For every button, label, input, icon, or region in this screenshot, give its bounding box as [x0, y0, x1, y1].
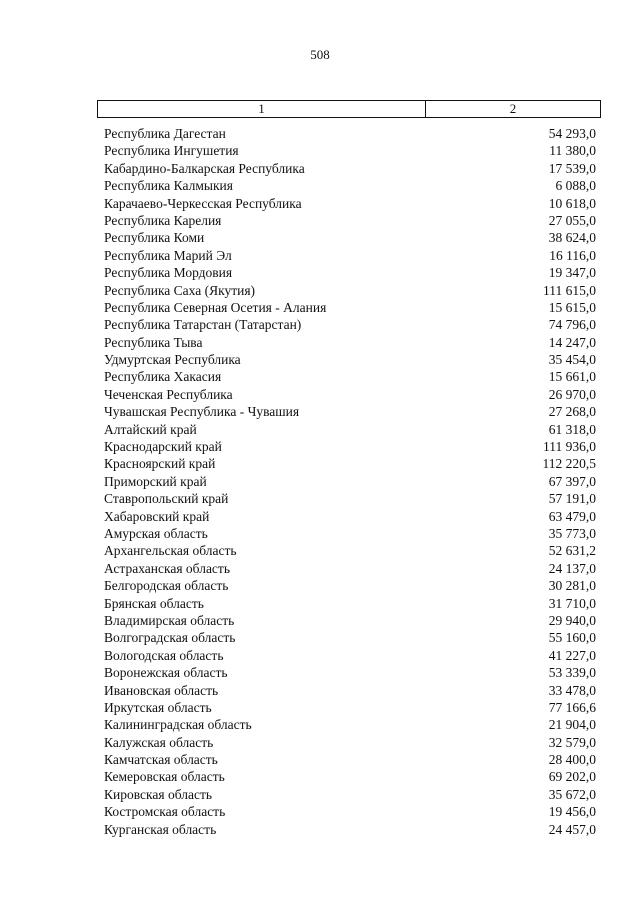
column-header-2: 2	[509, 101, 517, 116]
region-name: Республика Татарстан (Татарстан)	[104, 317, 302, 333]
region-value: 30 281,0	[548, 578, 596, 594]
region-value: 10 618,0	[548, 195, 596, 211]
region-value: 35 773,0	[548, 525, 596, 541]
table-row	[104, 142, 596, 159]
region-name: Карачаево-Черкесская Республика	[104, 195, 302, 211]
table-row	[104, 195, 596, 212]
table-row	[104, 368, 596, 385]
region-name: Краснодарский край	[104, 439, 222, 455]
table-row	[104, 542, 596, 559]
region-value: 31 710,0	[548, 595, 596, 611]
region-name: Удмуртская Республика	[104, 352, 241, 368]
table-row	[104, 490, 596, 507]
region-name: Ставропольский край	[104, 491, 229, 507]
region-name: Республика Мордовия	[104, 265, 233, 281]
region-value: 19 456,0	[548, 804, 596, 820]
region-name: Иркутская область	[104, 699, 212, 715]
table-row	[104, 282, 596, 299]
table-row	[104, 438, 596, 455]
table-row	[104, 821, 596, 838]
table-row	[104, 560, 596, 577]
table-row	[104, 177, 596, 194]
table-row	[104, 803, 596, 820]
region-name: Брянская область	[104, 595, 204, 611]
region-value: 111 936,0	[543, 439, 596, 455]
region-value: 67 397,0	[548, 473, 596, 489]
region-name: Республика Саха (Якутия)	[104, 282, 256, 298]
region-value: 33 478,0	[548, 682, 596, 698]
table-row	[104, 699, 596, 716]
region-name: Республика Ингушетия	[104, 143, 239, 159]
region-value: 57 191,0	[548, 491, 596, 507]
region-value: 27 268,0	[548, 404, 596, 420]
region-name: Амурская область	[104, 525, 208, 541]
table-row	[104, 786, 596, 803]
table-row	[104, 386, 596, 403]
region-name: Камчатская область	[104, 752, 218, 768]
region-value: 54 293,0	[548, 126, 596, 141]
region-name: Курганская область	[104, 821, 217, 837]
region-value: 111 615,0	[543, 282, 596, 298]
table-row	[104, 334, 596, 351]
region-name: Республика Северная Осетия - Алания	[104, 299, 327, 315]
region-name: Республика Коми	[104, 230, 205, 246]
region-name: Калининградская область	[104, 717, 252, 733]
table-row	[104, 455, 596, 472]
region-name: Республика Марий Эл	[104, 247, 232, 263]
region-name: Астраханская область	[104, 560, 230, 576]
region-name: Архангельская область	[104, 543, 237, 559]
table-row	[104, 473, 596, 490]
region-value: 15 661,0	[548, 369, 596, 385]
table-row	[104, 421, 596, 438]
table-row	[104, 577, 596, 594]
table-row	[104, 595, 596, 612]
table-row	[104, 682, 596, 699]
region-value: 35 672,0	[548, 786, 596, 802]
region-name: Республика Дагестан	[104, 126, 226, 141]
region-value: 32 579,0	[548, 734, 596, 750]
table-row	[104, 647, 596, 664]
region-name: Приморский край	[104, 473, 207, 489]
region-value: 52 631,2	[548, 543, 596, 559]
region-value: 69 202,0	[548, 769, 596, 785]
region-name: Калужская область	[104, 734, 214, 750]
table-row	[104, 734, 596, 751]
table-row	[104, 247, 596, 264]
region-value: 74 796,0	[548, 317, 596, 333]
region-value: 24 137,0	[548, 560, 596, 576]
region-name: Чувашская Республика - Чувашия	[104, 404, 300, 420]
region-value: 29 940,0	[548, 612, 596, 628]
region-name: Кемеровская область	[104, 769, 225, 785]
region-value: 77 166,6	[548, 699, 596, 715]
region-value: 6 088,0	[555, 178, 596, 194]
table-row	[104, 299, 596, 316]
region-name: Республика Тыва	[104, 334, 203, 350]
region-name: Республика Хакасия	[104, 369, 222, 385]
region-value: 53 339,0	[548, 665, 596, 681]
region-name: Костромская область	[104, 804, 226, 820]
region-value: 14 247,0	[548, 334, 596, 350]
table-row	[104, 316, 596, 333]
region-value: 27 055,0	[548, 212, 596, 228]
region-value: 35 454,0	[548, 352, 596, 368]
table-row	[104, 751, 596, 768]
region-value: 38 624,0	[548, 230, 596, 246]
table-row	[104, 160, 596, 177]
region-name: Кабардино-Балкарская Республика	[104, 160, 305, 176]
region-value: 41 227,0	[548, 647, 596, 663]
table-row	[104, 664, 596, 681]
region-value: 63 479,0	[548, 508, 596, 524]
page-number: 508	[310, 47, 330, 62]
table-header	[97, 100, 601, 118]
region-name: Владимирская область	[104, 612, 235, 628]
region-name: Красноярский край	[104, 456, 216, 472]
region-name: Чеченская Республика	[104, 386, 233, 402]
table-row	[104, 212, 596, 229]
table-row	[104, 525, 596, 542]
column-header-1: 1	[98, 101, 426, 117]
table-row	[104, 612, 596, 629]
region-name: Республика Калмыкия	[104, 178, 233, 194]
region-value: 112 220,5	[542, 456, 596, 472]
region-name: Республика Карелия	[104, 212, 222, 228]
table-row	[104, 716, 596, 733]
region-value: 17 539,0	[548, 160, 596, 176]
region-value: 21 904,0	[548, 717, 596, 733]
region-name: Волгоградская область	[104, 630, 236, 646]
region-name: Вологодская область	[104, 647, 224, 663]
table-row	[104, 508, 596, 525]
table-row	[104, 229, 596, 246]
region-name: Ивановская область	[104, 682, 219, 698]
region-name: Хабаровский край	[104, 508, 210, 524]
region-value: 11 380,0	[549, 143, 596, 159]
region-value: 16 116,0	[549, 247, 596, 263]
table-body	[104, 125, 596, 838]
region-value: 28 400,0	[548, 752, 596, 768]
table-row	[104, 264, 596, 281]
region-name: Белгородская область	[104, 578, 229, 594]
region-value: 19 347,0	[548, 265, 596, 281]
region-value: 55 160,0	[548, 630, 596, 646]
table-row	[104, 351, 596, 368]
region-value: 24 457,0	[548, 821, 596, 837]
table-row	[104, 125, 596, 142]
region-value: 26 970,0	[548, 386, 596, 402]
region-value: 15 615,0	[548, 299, 596, 315]
table-row	[104, 768, 596, 785]
table-row	[104, 403, 596, 420]
region-value: 61 318,0	[548, 421, 596, 437]
table-row	[104, 629, 596, 646]
region-name: Воронежская область	[104, 665, 228, 681]
region-name: Алтайский край	[104, 421, 197, 437]
region-name: Кировская область	[104, 786, 213, 802]
